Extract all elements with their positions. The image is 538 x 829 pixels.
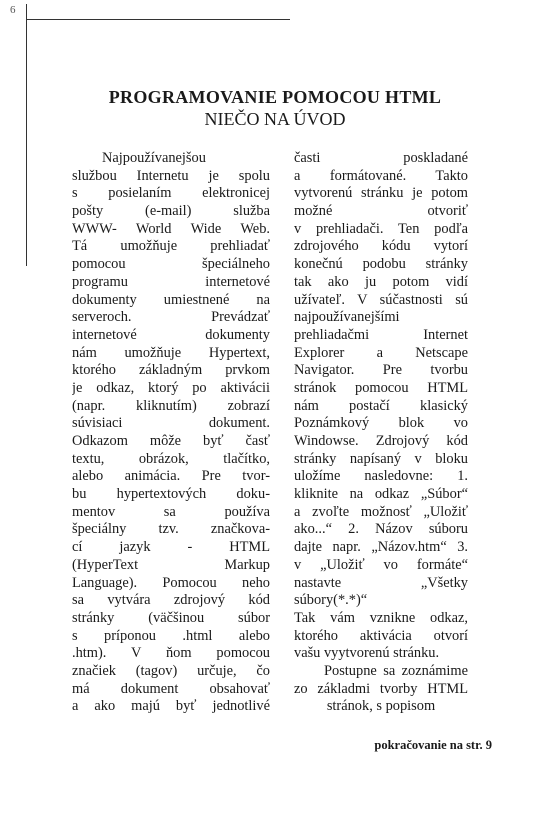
text-line: dokumenty umiestnené na	[72, 291, 270, 308]
article-title: PROGRAMOVANIE POMOCOU HTML	[108, 87, 442, 107]
text-line: zo základmi tvorby HTML	[294, 680, 468, 697]
text-line: textu, obrázok, tlačítko,	[72, 450, 270, 467]
text-line: programu internetové	[72, 273, 270, 290]
text-line: konečnú podobu stránky	[294, 256, 468, 273]
text-line: vašu vyytvorenú stránku.	[294, 645, 440, 662]
text-line: službou Internetu je spolu	[72, 167, 270, 184]
left-rule	[26, 4, 27, 266]
text-line: alebo animácia. Pre tvor-	[72, 468, 270, 485]
text-line: Najpoužívanejšou	[102, 150, 206, 166]
text-line: časti poskladané	[294, 150, 468, 166]
text-line: užívateľ. V súčastnosti sú	[294, 291, 468, 308]
text-line: pošty (e-mail) služba	[72, 203, 270, 220]
text-line: Windowse. Zdrojový kód	[294, 433, 468, 449]
text-line: s príponou .html alebo	[72, 627, 270, 644]
text-line: stránok pomocou HTML	[294, 379, 468, 396]
text-line: možné otvoriť	[294, 203, 468, 220]
text-line: Postupne sa zoznámime	[324, 662, 468, 679]
text-line: špeciálny tzv. značkova-	[72, 521, 270, 538]
top-rule	[26, 19, 290, 20]
left-text-column	[72, 150, 270, 716]
text-line: a formátované. Takto	[294, 167, 468, 184]
text-line: WWW- World Wide Web.	[72, 220, 270, 237]
text-line: zdrojového kódu vytorí	[294, 238, 468, 255]
text-line: s posielaním elektronicej	[72, 185, 270, 202]
text-line: vytvorenú stránku je potom	[294, 185, 468, 202]
text-line: Tak vám vznikne odkaz,	[294, 609, 468, 626]
text-line: nám postačí klasický	[294, 397, 468, 414]
text-line: Navigator. Pre tvorbu	[294, 362, 468, 379]
text-line: ktorého základným prvkom	[72, 362, 270, 379]
text-line: internetové dokumenty	[72, 326, 270, 343]
text-line: nám umožňuje Hypertext,	[72, 344, 270, 361]
text-line: sa vytvára zdrojový kód	[72, 592, 270, 609]
article-subtitle: NIEČO NA ÚVOD	[204, 109, 346, 129]
text-line: ako...“ 2. Názov súboru	[294, 521, 468, 538]
text-line: súbory(*.*)“	[294, 592, 368, 609]
text-line: (HyperText Markup	[72, 556, 270, 573]
text-line: cí jazyk - HTML	[72, 539, 270, 556]
text-line: stránky (väčšinou súbor	[72, 609, 270, 626]
text-line: Language). Pomocou neho	[72, 574, 270, 591]
text-line: ktorého aktivácia otvorí	[294, 627, 468, 644]
page-number: 6	[10, 4, 16, 16]
text-line: súvisiaci dokument.	[72, 415, 270, 432]
text-line: .htm). V ňom pomocou	[72, 645, 270, 662]
text-line: tak ako ju potom vidí	[294, 273, 468, 290]
title-block	[60, 86, 490, 130]
text-line: Poznámkový blok vo	[294, 415, 468, 432]
text-line: stránok, s popisom	[326, 698, 436, 715]
text-line: pomocou špeciálneho	[72, 256, 270, 273]
right-text-column	[294, 150, 468, 716]
text-line: bu hypertextových doku-	[72, 486, 270, 503]
text-line: nastavte „Všetky	[294, 574, 468, 591]
text-line: prehliadačmi Internet	[294, 326, 468, 343]
text-line: v prehliadači. Ten podľa	[294, 220, 468, 237]
text-line: značiek (tagov) určuje, čo	[72, 662, 270, 679]
text-line: a ako majú byť jednotlivé	[72, 698, 270, 715]
text-line: kliknite na odkaz „Súbor“	[294, 486, 468, 503]
text-line: Odkazom môže byť časť	[72, 433, 270, 449]
text-line: a zvoľte možnosť „Uložiť	[294, 503, 468, 520]
text-line: má dokument obsahovať	[72, 680, 270, 697]
text-line: (napr. kliknutím) zobrazí	[72, 397, 270, 414]
text-line: uložíme nasledovne: 1.	[294, 468, 468, 485]
text-line: serveroch. Prevádzať	[72, 309, 270, 326]
text-line: dajte napr. „Názov.htm“ 3.	[294, 539, 468, 556]
text-line: najpoužívanejšími	[294, 309, 400, 326]
text-line: Explorer a Netscape	[294, 344, 468, 361]
text-line: v „Uložiť vo formáte“	[294, 556, 468, 573]
text-line: mentov sa používa	[72, 503, 270, 520]
text-line: Tá umožňuje prehliadať	[72, 238, 270, 255]
text-line: je odkaz, ktorý po aktivácii	[72, 379, 270, 396]
text-line: stránky napísaný v bloku	[294, 450, 468, 467]
continuation-note: pokračovanie na str. 9	[374, 738, 492, 752]
